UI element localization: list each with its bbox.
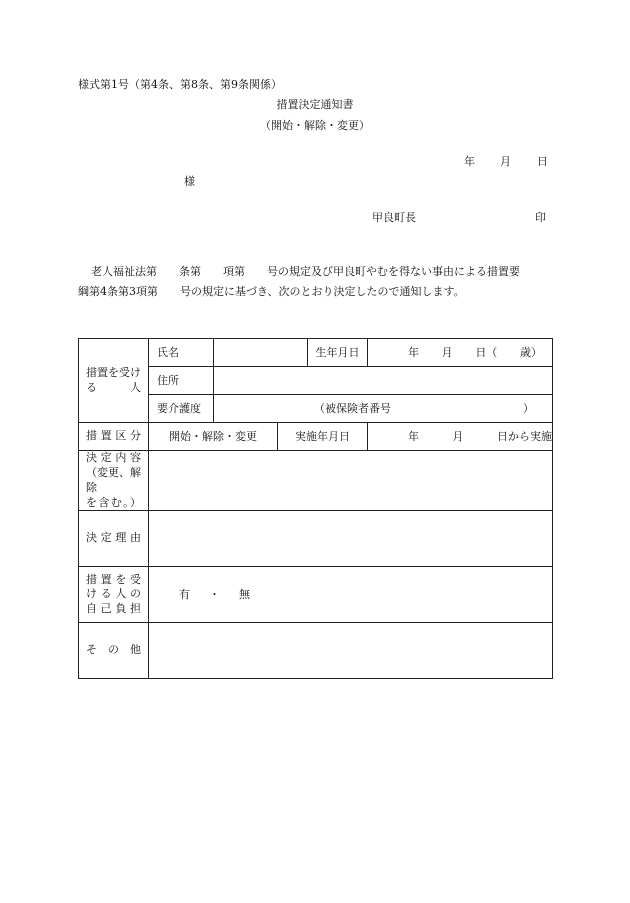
table-row bbox=[79, 395, 553, 423]
other-label-cell bbox=[79, 623, 149, 679]
table-row bbox=[79, 339, 553, 367]
issuer-seal: 印 bbox=[535, 211, 546, 224]
category-value[interactable]: 開始・解除・変更 bbox=[149, 423, 278, 451]
birth-label: 生年月日 bbox=[308, 339, 368, 367]
burden-label-1: 措置を受 bbox=[86, 572, 141, 586]
care-label: 要介護度 bbox=[149, 395, 214, 423]
effective-year: 年 bbox=[408, 429, 419, 443]
recipient-label: 措置を受ける人 bbox=[86, 365, 141, 394]
reason-label: 決定理由 bbox=[86, 531, 141, 545]
decision-label-2: （変更、解除 bbox=[86, 465, 141, 494]
body-line-2: 綱第4条第3項第 号の規定に基づき、次のとおり決定したので通知します。 bbox=[78, 285, 465, 298]
effective-day: 日から実施 bbox=[497, 429, 552, 443]
burden-label-3: 自己負担 bbox=[86, 602, 141, 616]
reason-label-cell bbox=[79, 511, 149, 567]
name-label: 氏名 bbox=[149, 339, 214, 367]
document-subtitle: （開始・解除・変更） bbox=[260, 119, 370, 132]
table-row bbox=[79, 511, 553, 567]
document-title: 措置決定通知書 bbox=[276, 98, 354, 111]
body-line-1: 老人福祉法第 条第 項第 号の規定及び甲良町やむを得ない事由による措置要 bbox=[91, 265, 520, 278]
issuer-name: 甲良町長 bbox=[372, 211, 416, 224]
recipient-label-cell bbox=[79, 339, 149, 423]
birth-value-cell[interactable] bbox=[368, 339, 553, 367]
address-label: 住所 bbox=[149, 367, 214, 395]
reason-content-cell[interactable] bbox=[149, 511, 553, 567]
table-row bbox=[79, 567, 553, 623]
effective-month: 月 bbox=[452, 429, 464, 443]
decision-label-1: 決定内容 bbox=[86, 451, 141, 464]
decision-content-cell[interactable] bbox=[149, 451, 553, 511]
birth-month: 月 bbox=[441, 345, 453, 359]
date-month: 月 bbox=[500, 155, 511, 168]
burden-separator: ・ bbox=[209, 588, 220, 602]
date-year: 年 bbox=[464, 155, 475, 168]
insured-number-label: （被保険者番号 bbox=[314, 401, 391, 415]
burden-value-cell[interactable] bbox=[149, 567, 553, 623]
decision-label-3: を含む。） bbox=[86, 495, 141, 509]
name-value-cell[interactable] bbox=[214, 339, 308, 367]
birth-year: 年 bbox=[408, 345, 419, 359]
burden-yes: 有 bbox=[179, 588, 190, 602]
burden-label-cell bbox=[79, 567, 149, 623]
form-number: 様式第1号（第4条、第8条、第9条関係） bbox=[78, 78, 282, 91]
address-value-cell[interactable] bbox=[214, 367, 553, 395]
burden-label-2: ける人の bbox=[86, 587, 141, 601]
table-row bbox=[79, 623, 553, 679]
effective-date-label: 実施年月日 bbox=[278, 423, 368, 451]
insured-number-close: ） bbox=[523, 401, 534, 415]
table-row bbox=[79, 423, 553, 451]
table-row bbox=[79, 367, 553, 395]
birth-day: 日（ bbox=[475, 345, 498, 359]
birth-age: 歳） bbox=[519, 345, 542, 359]
burden-no: 無 bbox=[239, 588, 250, 602]
addressee-honorific: 様 bbox=[184, 175, 195, 188]
decision-label-cell bbox=[79, 451, 149, 511]
other-content-cell[interactable] bbox=[149, 623, 553, 679]
category-label: 措置区分 bbox=[86, 429, 141, 443]
table-row bbox=[79, 451, 553, 511]
care-value-cell[interactable] bbox=[214, 395, 553, 423]
other-label: その他 bbox=[86, 643, 141, 657]
category-label-cell bbox=[79, 423, 149, 451]
decision-form-table bbox=[78, 338, 553, 679]
date-day: 日 bbox=[537, 155, 548, 168]
effective-date-cell[interactable] bbox=[368, 423, 553, 451]
